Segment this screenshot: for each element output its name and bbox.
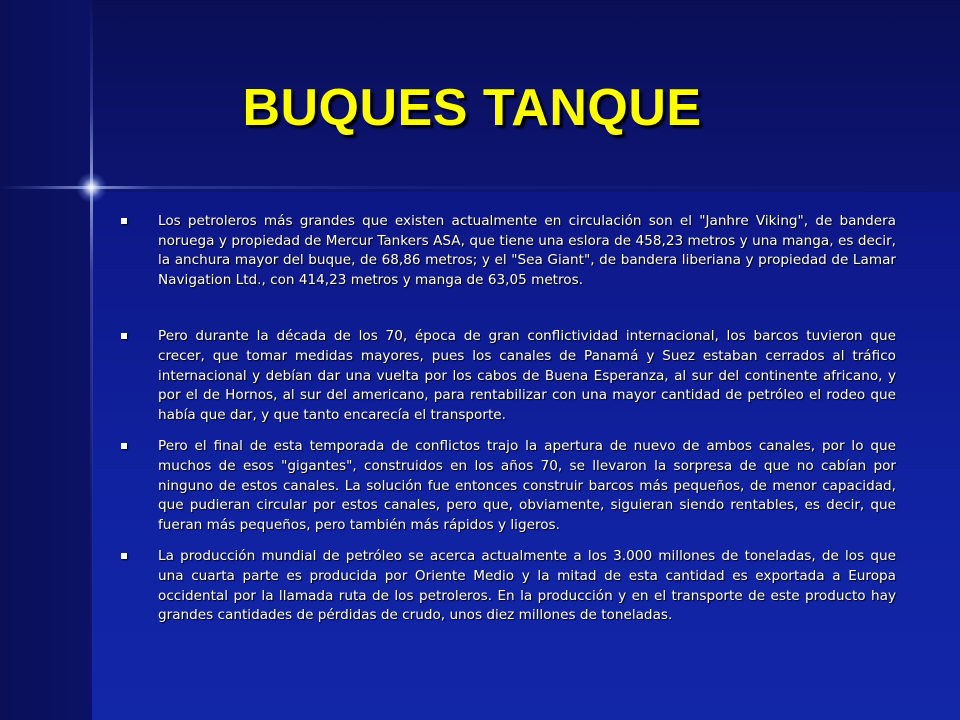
bullet-text: La producción mundial de petróleo se acerca actualmente a los 3.000 millones de toneladas, de los que una cuarta parte es producida por Oriente Medio y la mitad de esta cantidad es exportada a Europa occidental por la llamada ruta de los petroleros. En la producción y en el transporte de este producto hay grandes cantidades de pérdidas de crudo, unos diez millones de toneladas. — [158, 548, 896, 624]
bullet-item — [118, 437, 896, 535]
square-bullet-icon — [121, 333, 127, 339]
bullet-list — [118, 212, 896, 626]
square-bullet-icon — [121, 443, 127, 449]
bullet-item — [118, 547, 896, 625]
sparkle-horizontal-ray — [0, 186, 960, 189]
bullet-text: Los petroleros más grandes que existen actualmente en circulación son el "Janhre Viking", de bandera noruega y propiedad de Mercur Tankers ASA, que tiene una eslora de 458,23 metros y una manga, es decir, la anchura mayor del buque, de 68,86 metros; y el "Sea Giant", de bandera liberiana y propiedad de Lamar Navigation Ltd., con 414,23 metros y manga de 63,05 metros. — [158, 213, 896, 288]
bullet-text: Pero durante la década de los 70, época de gran conflictividad internacional, los barcos tuvieron que crecer, que tomar medidas mayores, pues los canales de Panamá y Suez estaban cerrados al tráfico internacional y debían dar una vuelta por los cabos de Buena Esperanza, al sur del continente africano, y por el de Hornos, al sur del americano, para rentabilizar con una mayor cantidad de petróleo el rodeo que había que dar, y que tanto encarecía el transporte. — [158, 328, 896, 423]
bullet-text: Pero el final de esta temporada de conflictos trajo la apertura de nuevo de ambos canales, por lo que muchos de esos "gigantes", construidos en los años 70, se llevaron la sorpresa de que no cabían por ninguno de estos canales. La solución fue entonces construir barcos más pequeños, de menor capacidad, que pudieran circular por estos canales, pero que, obviamente, siguieran siendo rentables, es decir, que fueran más pequeños, pero también más rápidos y ligeros. — [158, 438, 896, 533]
bullet-item — [118, 212, 896, 290]
square-bullet-icon — [121, 553, 127, 559]
square-bullet-icon — [121, 218, 127, 224]
bullet-item — [118, 327, 896, 425]
sparkle-star-icon — [76, 172, 107, 203]
slide-title: BUQUES TANQUE — [242, 79, 702, 137]
